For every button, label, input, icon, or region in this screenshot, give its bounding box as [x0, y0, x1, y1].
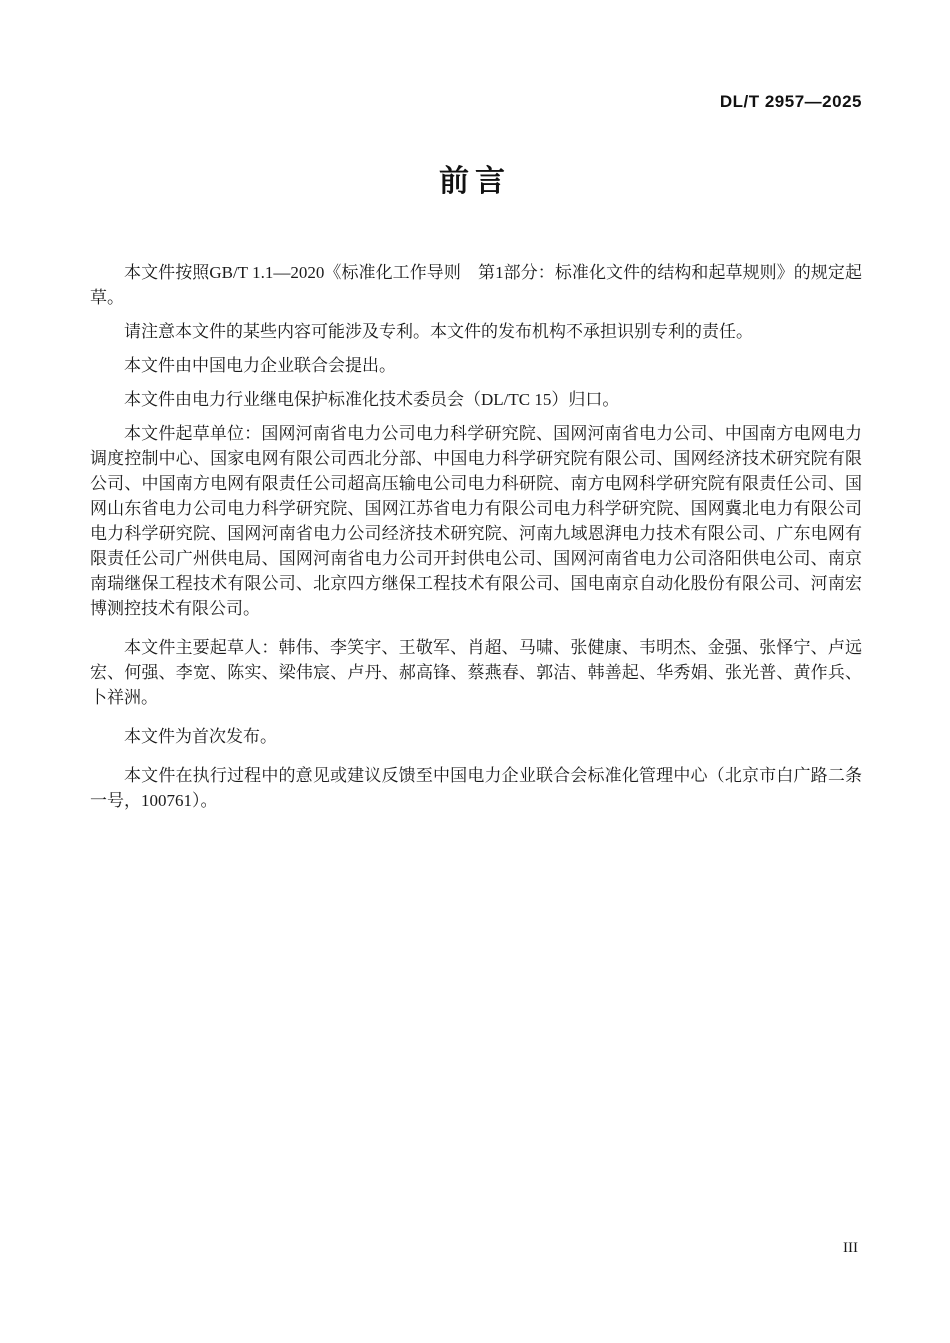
standard-number: DL/T 2957—2025 — [719, 92, 862, 111]
paragraph: 本文件起草单位：国网河南省电力公司电力科学研究院、国网河南省电力公司、中国南方电网电力调度控制中心、国家电网有限公司西北分部、中国电力科学研究院有限公司、国网经济技术研究院有限公司、中国南方电网有限责任公司超高压输电公司电力科研院、南方电网科学研究院有限责任公司、国网山东省电力公司电力科学研究院、国网江苏省电力有限公司电力科学研究院、国网冀北电力有限公司电力科学研究院、国网河南省电力公司经济技术研究院、河南九域恩湃电力技术有限公司、广东电网有限责任公司广州供电局、国网河南省电力公司开封供电公司、国网河南省电力公司洛阳供电公司、南京南瑞继保工程技术有限公司、北京四方继保工程技术有限公司、国电南京自动化股份有限公司、河南宏博测控技术有限公司。 — [90, 424, 862, 618]
paragraph: 本文件按照GB/T 1.1—2020《标准化工作导则 第1部分：标准化文件的结构和起草规则》的规定起草。 — [90, 263, 862, 307]
paragraph: 本文件由中国电力企业联合会提出。 — [124, 356, 396, 375]
paragraph: 本文件在执行过程中的意见或建议反馈至中国电力企业联合会标准化管理中心（北京市白广路二条一号，100761）。 — [90, 766, 862, 810]
foreword-paragraphs — [90, 260, 862, 827]
paragraph: 请注意本文件的某些内容可能涉及专利。本文件的发布机构不承担识别专利的责任。 — [124, 322, 753, 341]
page-title: 前言 — [439, 165, 511, 198]
paragraph: 本文件为首次发布。 — [124, 727, 277, 746]
page-number: III — [843, 1240, 858, 1256]
page-header — [0, 92, 862, 112]
paragraph: 本文件主要起草人：韩伟、李笑宇、王敬军、肖超、马啸、张健康、韦明杰、金强、张怿宁、卢远宏、何强、李宽、陈实、梁伟宸、卢丹、郝高锋、蔡燕春、郭洁、韩善起、华秀娟、张光普、黄作兵、卜祥洲。 — [90, 638, 862, 707]
paragraph: 本文件由电力行业继电保护标准化技术委员会（DL/TC 15）归口。 — [124, 390, 620, 409]
